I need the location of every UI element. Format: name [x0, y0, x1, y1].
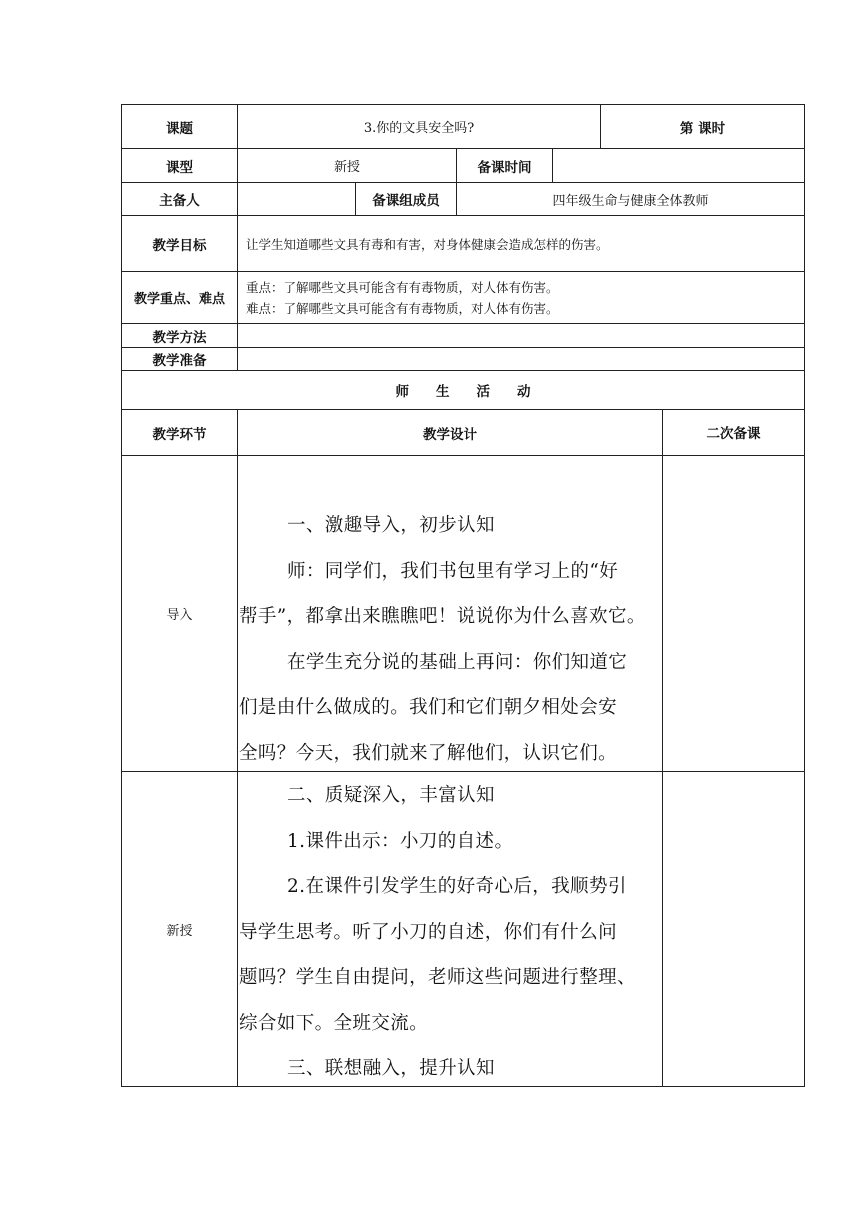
method-value [238, 324, 804, 347]
prep-label: 教学准备 [152, 353, 207, 369]
prep-value [238, 348, 804, 370]
stage-new-lesson: 新授 [166, 923, 193, 939]
text-line: 帮手”，都拿出来瞧瞧吧！说说你为什么喜欢它。 [239, 606, 646, 627]
text-line: 师：同学们，我们书包里有学习上的“好 [287, 560, 619, 582]
design-column-header: 教学设计 [423, 426, 477, 443]
text-line: 2.在课件引发学生的好奇心后，我顺势引 [287, 876, 627, 897]
key-points [238, 272, 804, 323]
topic-value: 3.你的文具安全吗? [363, 121, 475, 136]
second-prep-column-header: 二次备课 [706, 426, 761, 442]
text-line: 全吗？今天，我们就来了解他们，认识它们。 [239, 742, 618, 764]
difficult-point: 难点：了解哪些文具可能含有有毒物质，对人体有伤害。 [246, 300, 559, 316]
stage-intro: 导入 [166, 608, 193, 623]
group-label: 备课组成员 [372, 193, 440, 209]
period-label: 第 课时 [679, 120, 726, 137]
text-line: 在学生充分说的基础上再问：你们知道它 [287, 651, 628, 673]
topic-label: 课题 [166, 120, 193, 137]
key-point: 重点：了解哪些文具可能含有有毒物质，对人体有伤害。 [246, 279, 559, 295]
prep-time-label: 备课时间 [477, 159, 532, 176]
intro-design-text [239, 503, 661, 776]
new-lesson-design-text [239, 773, 661, 1092]
lead-label: 主备人 [159, 193, 200, 209]
text-line: 一、激趣导入，初步认知 [287, 515, 495, 536]
type-label: 课型 [166, 159, 193, 176]
text-line: 1.课件出示：小刀的自述。 [287, 830, 514, 852]
table-rule [237, 409, 238, 1086]
lead-value [238, 183, 355, 215]
goal-label: 教学目标 [152, 237, 207, 254]
method-label: 教学方法 [152, 329, 207, 346]
group-value: 四年级生命与健康全体教师 [552, 193, 709, 209]
key-label: 教学重点、难点 [133, 292, 225, 307]
table-rule [662, 409, 663, 1086]
text-line: 导学生思考。听了小刀的自述，你们有什么问 [239, 921, 618, 943]
goal-value: 让学生知道哪些文具有毒和有害，对身体健康会造成怎样的伤害。 [246, 236, 609, 252]
prep-time-value [553, 149, 804, 182]
activity-title: 师 生 活 动 [395, 384, 531, 400]
stage-column-header: 教学环节 [152, 426, 207, 443]
text-line: 三、联想融入，提升认知 [287, 1058, 495, 1079]
text-line: 综合如下。全班交流。 [239, 1012, 429, 1034]
type-value: 新授 [333, 160, 360, 175]
text-line: 题吗？学生自由提问，老师这些问题进行整理、 [239, 967, 636, 988]
text-line: 二、质疑深入，丰富认知 [287, 785, 495, 806]
table-border [804, 104, 805, 1087]
text-line: 们是由什么做成的。我们和它们朝夕相处会安 [239, 697, 618, 718]
